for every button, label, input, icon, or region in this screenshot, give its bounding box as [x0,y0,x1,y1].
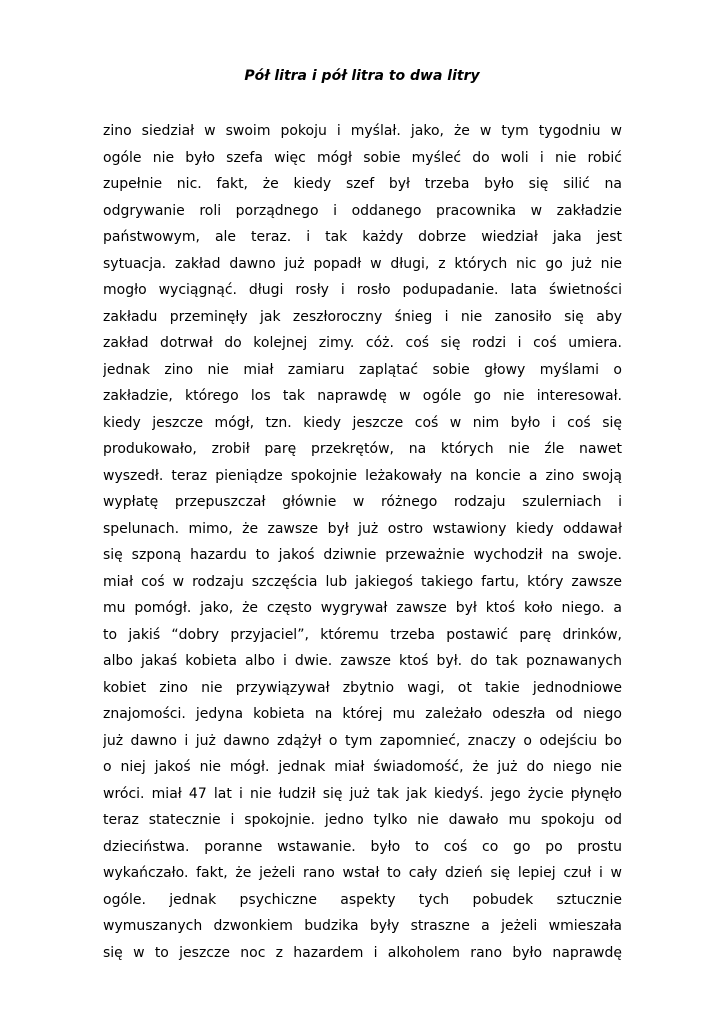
text-line: wykańczało. fakt, że jeżeli rano wstał to cały dzień się lepiej czuł i w [103,865,622,881]
text-line: kobiet zino nie przywiązywał zbytnio wagi, ot takie jednodniowe [103,679,622,696]
document-body [103,118,622,966]
text-line: ogóle. jednak psychiczne aspekty tych pobudek sztucznie [103,891,622,908]
text-line: już dawno i już dawno zdążył o tym zapomnieć, znaczy o odejściu bo [103,732,622,749]
text-line: spelunach. mimo, że zawsze był już ostro wstawiony kiedy oddawał [103,520,622,537]
text-line: wypłatę przepuszczał głównie w różnego rodzaju szulerniach i [103,494,622,510]
text-line: wyszedł. teraz pieniądze spokojnie leżakowały na koncie a zino swoją [103,467,622,484]
text-line: sytuacja. zakład dawno już popadł w długi, z których nic go już nie [103,255,622,272]
text-line: się w to jeszcze noc z hazardem i alkoholem rano było naprawdę [103,944,622,961]
text-line: mogło wyciągnąć. długi rosły i rosło podupadanie. lata świetności [103,282,622,298]
text-line: to jakiś “dobry przyjaciel”, któremu trzeba postawić parę drinków, [103,626,622,643]
text-line: mu pomógł. jako, że często wygrywał zawsze był ktoś koło niego. a [103,600,622,616]
text-line: państwowym, ale teraz. i tak każdy dobrze wiedział jaka jest [103,229,622,245]
text-line: zakładu przeminęły jak zeszłoroczny śnieg i nie zanosiło się aby [103,308,622,325]
text-line: się szponą hazardu to jakoś dziwnie przeważnie wychodził na swoje. [103,547,622,563]
text-line: teraz statecznie i spokojnie. jedno tylko nie dawało mu spokoju od [103,812,622,828]
document-title: Pół litra i pół litra to dwa litry [244,68,480,84]
text-line: jednak zino nie miał zamiaru zaplątać sobie głowy myślami o [103,361,622,378]
text-line: kiedy jeszcze mógł, tzn. kiedy jeszcze coś w nim było i coś się [103,414,622,431]
text-line: znajomości. jedyna kobieta na której mu zależało odeszła od niego [103,706,622,722]
text-line: o niej jakoś nie mógł. jednak miał świadomość, że już do niego nie [103,759,622,775]
text-line: zino siedział w swoim pokoju i myślał. jako, że w tym tygodniu w [103,123,622,139]
text-line: zakładzie, którego los tak naprawdę w ogóle go nie interesował. [103,388,622,404]
text-line: odgrywanie roli porządnego i oddanego pracownika w zakładzie [103,202,622,219]
text-line: dzieciństwa. poranne wstawanie. było to coś co go po prostu [103,838,622,855]
text-line: albo jakaś kobieta albo i dwie. zawsze ktoś był. do tak poznawanych [103,653,622,669]
text-line: produkowało, zrobił parę przekrętów, na których nie źle nawet [103,441,622,457]
text-line: miał coś w rodzaju szczęścia lub jakiegoś takiego fartu, który zawsze [103,573,622,590]
text-line: wymuszanych dzwonkiem budzika były straszne a jeżeli wmieszała [103,918,622,934]
text-line: ogóle nie było szefa więc mógł sobie myśleć do woli i nie robić [103,149,622,166]
text-line: wróci. miał 47 lat i nie łudził się już tak jak kiedyś. jego życie płynęło [103,785,622,802]
text-line: zakład dotrwał do kolejnej zimy. cóż. coś się rodzi i coś umiera. [103,335,622,351]
text-line: zupełnie nic. fakt, że kiedy szef był trzeba było się silić na [103,176,622,192]
